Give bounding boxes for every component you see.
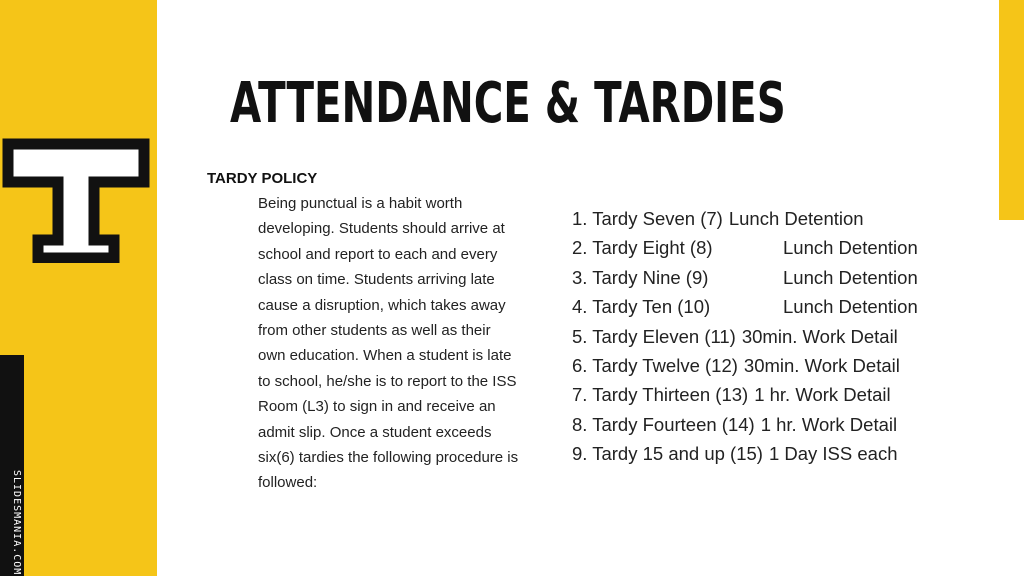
credit-text: SLIDESMANIA.COM (11, 470, 22, 576)
policy-line: class on time. Students arriving late (258, 271, 495, 289)
policy-line: cause a disruption, which takes away (258, 296, 506, 314)
tardy-label: 5. Tardy Eleven (11) (572, 325, 736, 347)
policy-line: developing. Students should arrive at (258, 220, 505, 238)
tardy-consequence: 30min. Work Detail (741, 325, 898, 347)
tardy-label: 9. Tardy 15 and up (15) (572, 443, 763, 465)
tardy-consequence: 1 hr. Work Detail (760, 413, 898, 435)
tardy-label: 7. Tardy Thirteen (13) (572, 384, 749, 406)
tardy-label: 6. Tardy Twelve (12) (572, 355, 738, 377)
tardy-consequence: Lunch Detention (783, 266, 918, 288)
tardy-label: 2. Tardy Eight (8) (572, 237, 713, 259)
tardy-label: 1. Tardy Seven (7) (572, 208, 723, 229)
tardy-consequence: Lunch Detention (728, 208, 864, 229)
policy-line: six(6) tardies the following procedure is (258, 449, 519, 467)
tardy-consequence: 1 hr. Work Detail (754, 384, 891, 406)
tardy-label: 8. Tardy Fourteen (14) (572, 413, 755, 435)
slide-title: ATTENDANCE & TARDIES (230, 71, 786, 136)
policy-line: own education. When a student is late (258, 347, 512, 365)
tardy-label: 3. Tardy Nine (9) (572, 266, 709, 288)
policy-line: from other students as well as their (258, 322, 491, 340)
policy-line: admit slip. Once a student exceeds (258, 423, 492, 441)
t-logo (2, 138, 150, 263)
tardy-consequence-list (572, 204, 997, 469)
tardy-item (572, 322, 997, 351)
tardy-item (572, 380, 997, 409)
right-accent-bar (999, 0, 1024, 220)
tardy-label: 4. Tardy Ten (10) (572, 296, 711, 318)
policy-body (258, 191, 563, 496)
policy-line: Being punctual is a habit worth (258, 195, 463, 212)
tardy-item (572, 263, 997, 292)
tardy-item (572, 292, 997, 321)
tardy-item (572, 351, 997, 380)
policy-line: school and report to each and every (258, 245, 498, 263)
tardy-item (572, 410, 997, 439)
tardy-item (572, 439, 997, 468)
tardy-consequence: 30min. Work Detail (743, 355, 900, 377)
policy-line: Room (L3) to sign in and receive an (258, 398, 496, 416)
policy-heading: TARDY POLICY (207, 170, 318, 187)
tardy-consequence: Lunch Detention (783, 237, 918, 259)
policy-line: followed: (258, 474, 318, 492)
tardy-item (572, 233, 997, 262)
policy-line: to school, he/she is to report to the ISS (258, 372, 517, 390)
tardy-consequence: Lunch Detention (783, 296, 918, 318)
tardy-item (572, 204, 997, 233)
tardy-consequence: 1 Day ISS each (768, 443, 898, 465)
